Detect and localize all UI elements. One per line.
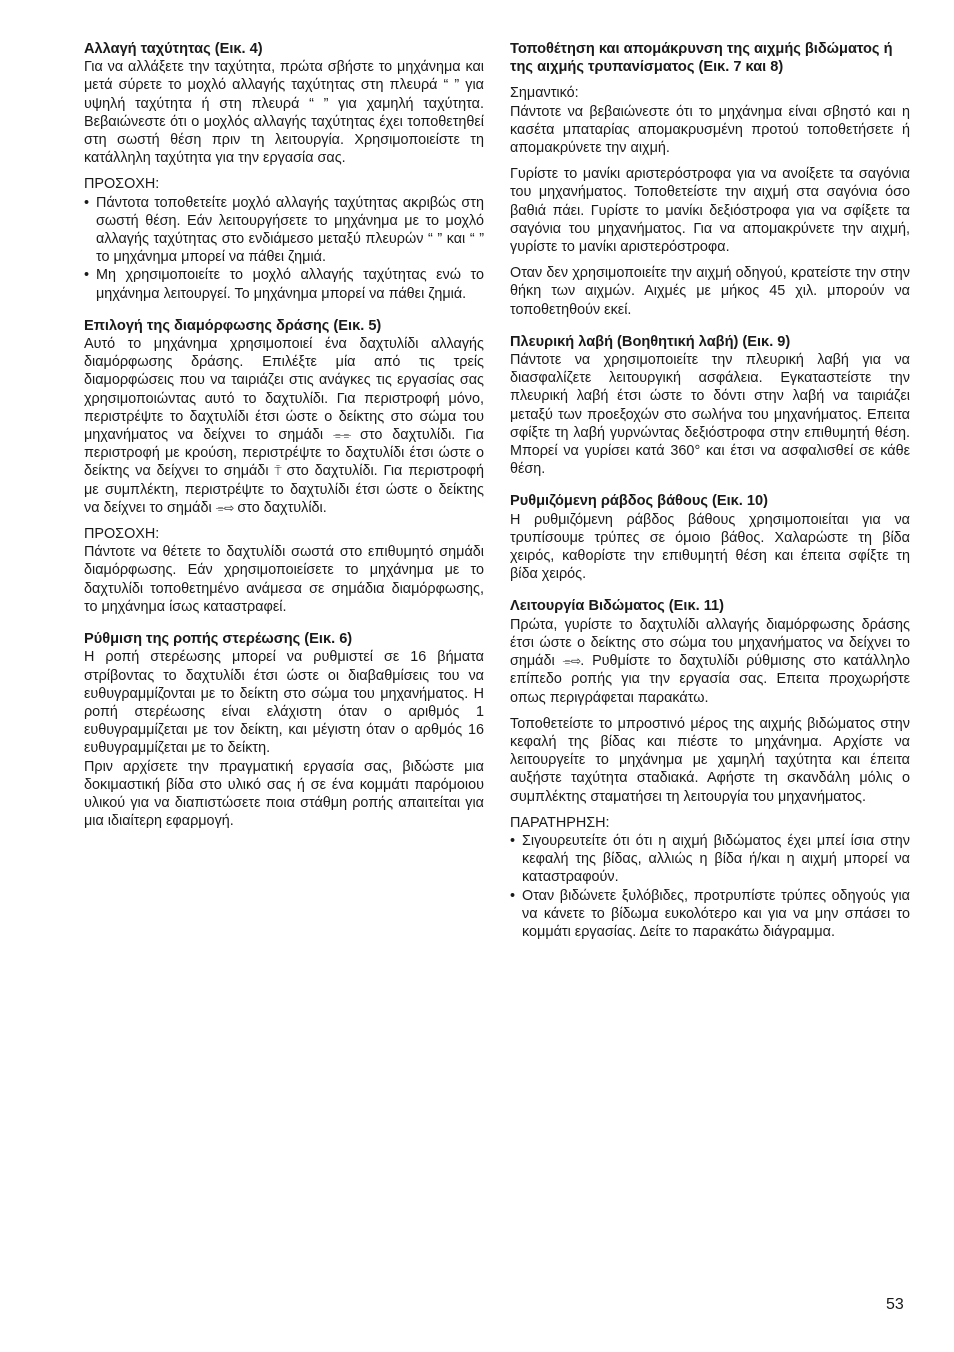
section-body [510,616,910,707]
section-torque [84,630,484,830]
section-body: Πριν αρχίσετε την πραγματική εργασία σας, βιδώστε μια δοκιμαστική βίδα στο υλικό σας ή σε ένα κομμάτι παρόμοιου υλικού για να διαπιστώσετε ποια στάθμη ροπής απαιτείται για μια ιδιαίτερη εφαρμογή. [84,758,484,830]
body-text: στο δαχτυλίδι. Για περιστροφή με κρούση, περιστρέψτε το δαχτυλίδι έτσι ώστε ο δείκτης να δείχνει το σημάδι [84,427,484,480]
section-body: Για να αλλάξετε την ταχύτητα, πρώτα σβήστε το μηχάνημα και μετά σύρετε το μοχλό αλλαγής ταχύτητας στη πλευρά “ ” για υψηλή ταχύτητα ή στη πλευρά “ ” για χαμηλή ταχύτητα. Βεβαιώνεστε ότι ο μοχλός αλλαγής ταχύτητας έχει τοποθετηθεί στη σωστή θέση πριν τη λειτουργία. Χρησιμοποιείστε τη κατάλληλη ταχύτητα για την εργασία σας. [84,59,484,167]
note-list [510,832,910,941]
body-text: Πρώτα, γυρίστε το δαχτυλίδι αλλαγής διαμόρφωσης δράσης έτσι ώστε ο δείκτης στο σώμα του μηχανήματος να δείχνει το σημάδι [510,616,910,670]
section-body: Γυρίστε το μανίκι αριστερόστροφα για να ανοίξετε τα σαγόνια του μηχανήματος. Τοποθετείστε την αιχμή στα σαγόνια όσο βαθιά πάει. Γυρίστε το μανίκι δεξιόστροφα για να σφίξετε τα σαγόνια του μηχανήματος. Για να απομακρύνετε την αιχμή, γυρίστε το μανίκι αριστερόστροφα. [510,166,910,256]
section-body: Πάντοτε να χρησιμοποιείτε την πλευρική λαβή για να διασφαλίζετε λειτουργική ασφάλεια. Εγκαταστείστε την πλευρική λαβή έτσι ώστε το δόντι στην λαβή να ταιριάζει μεταξύ των προεξοχών στο σωλήνα του μηχανήματος. Επειτα σφίξτε τη λαβή γυρνώντας δεξιόστροφα στην επιθυμητή θέση. Μπορεί να γυρίσει κατά 360° και έτσι να ασφαλισθεί σε κάθε θέση. [510,352,910,478]
clutch-icon: ⌯⇨ [215,500,234,515]
section-title: Ρύθμιση της ροπής στερέωσης (Εικ. 6) [84,631,353,648]
rotation-only-icon: ⌯⌯ [332,428,351,443]
body-text: στο δαχτυλίδι. [237,499,327,516]
list-item: • Μη χρησιμοποιείτε το μοχλό αλλαγής ταχύτητας ενώ το μηχάνημα λειτουργεί. Το μηχάνημα μπορεί να πάθει ζημιά. [84,266,484,302]
section-title: Λειτουργία Βιδώματος (Εικ. 11) [510,598,724,615]
caution-text: Πάντοτε να θέτετε το δαχτυλίδι σωστά στο επιθυμητό σημάδι διαμόρφωσης. Εάν χρησιμοποιείσετε το μηχάνημα με το δαχτυλίδι τοποθετημένο ανάμεσα σε σημάδια διαμόρφωσης, το μηχάνημα ίσως καταστραφεί. [84,544,484,615]
section-title: Πλευρική λαβή (Βοηθητική λαβή) (Εικ. 9) [510,333,791,350]
caution-label: ΠΡΟΣΟΧΗ: [84,176,160,193]
section-bit-install [510,40,910,319]
caution-list [84,194,484,303]
section-body: Οταν δεν χρησιμοποιείτε την αιχμή οδηγού, κρατείστε την στην θήκη των αιχμών. Αιχμές με μήκος 45 χιλ. μπορούν να τοποθετηθούν εκεί. [510,265,910,318]
body-text: στο δαχτυλίδι. Για περιστροφή με συμπλέκτη, περιστρέψτε το δαχτυλίδι έτσι ώστε ο δείκτης να δείχνει το σημάδι [84,463,485,516]
caution-label: ΠΡΟΣΟΧΗ: [84,526,160,543]
right-column [510,40,910,955]
body-text: . Ρυθμίστε το δαχτυλίδι ρύθμισης στο κατάλληλο επίπεδο ροπής για την εργασία σας. Επειτα προχωρήστε οπως περιγράφεται παρακάτω. [510,653,911,706]
section-action-mode [84,317,484,616]
section-body: Πάντοτε να βεβαιώνεστε ότι το μηχάνημα είναι σβηστό και η κασέτα μπαταρίας απομακρυσμένη προτού τοποθετήσετε ή απομακρύνετε την αιχμή. [510,103,910,157]
section-body: Τοποθετείστε το μπροστινό μέρος της αιχμής βιδώματος στην κεφαλή της βίδας και πιέστε το μηχάνημα. Αρχίστε να λειτουργείτε το μηχάνημα με χαμηλή ταχύτητα και έπειτα αυξήστε ταχύτητα σταδιακά. Αφήστε τη σκανδάλη μόλις ο συμπλέκτης σταματήσει τη λειτουργία του μηχανήματος. [510,715,910,805]
body-text: Αυτό το μηχάνημα χρησιμοποιεί ένα δαχτυλίδι αλλαγής διαμόρφωσης δράσης. Επιλέξτε μία από τις τρείς διαμορφώσεις που να ταιριάζει στις ανάγκες τις εργασίας σας χρησιμοποιώντας αυτό το δαχτυλίδι. Για περιστροφή μόνο, περιστρέψτε το δαχτυλίδι έτσι ώστε ο δείκτης στο σώμα του μηχανήματος να δείχνει το σημάδι [84,336,484,444]
clutch-icon: ⌯⇨ [562,654,581,669]
section-screwdriving [510,597,910,941]
important-label: Σημαντικό: [510,85,579,102]
section-speed-change [84,40,484,303]
list-item: • Πάντοτα τοποθετείτε μοχλό αλλαγής ταχύτητας ακριβώς στη σωστή θέση. Εάν λειτουργήσετε το μηχάνημα με το μοχλό αλλαγής ταχύτητας στο ενδιάμεσο μεταξύ πλευρών “ ” και “ ” το μηχάνημα μπορεί να πάθει ζημιά. [84,194,484,267]
section-depth-rod [510,492,910,583]
section-title: Ρυθμιζόμενη ράβδος βάθους (Εικ. 10) [510,493,768,510]
section-title: Τοποθέτηση και απομάκρυνση της αιχμής βιδώματος ή της αιχμής τρυπανίσματος (Εικ. 7 και 8) [510,41,893,76]
section-body: Η ρυθμιζόμενη ράβδος βάθους χρησιμοποιείται για να τρυπίσουμε τρύπες σε όμοιο βάθος. Χαλαρώστε τη βίδα χειρός, καθορίστε την επιθυμητή θέση και έπειτα σφίξτε τη βίδα χειρός. [510,511,910,583]
list-item: • Οταν βιδώνετε ξυλόβιδες, προτρυπίστε τρύπες οδηγούς για να κάνετε το βίδωμα ευκολότερο και για να μην σπάσει το κομμάτι εργασίας. Δείτε το παρακάτω διάγραμμα. [510,887,910,942]
left-column [84,40,484,844]
section-body: Η ροπή στερέωσης μπορεί να ρυθμιστεί σε 16 βήματα στρίβοντας το δαχτυλίδι έτσι ώστε οι διαβαθμίσεις του να ευθυγραμμίζονται με το δείκτη στο σώμα του μηχανήματος. Η ροπή στερέωσης είναι ελάχιστη όταν ο αριθμός 1 ευθυγραμμίζεται με τον δείκτη, και μέγιστη όταν ο αρθμός 16 ευθυγραμμίζεται με το δείκτη. [84,649,484,757]
section-title: Αλλαγή ταχύτητας (Εικ. 4) [84,41,263,57]
section-body [84,335,484,517]
note-label: ΠΑΡΑΤΗΡΗΣΗ: [510,814,610,831]
list-item: • Σιγουρευτείτε ότι ότι η αιχμή βιδώματος έχει μπεί ίσια στην κεφαλή της βίδας, αλλιώς η βίδα ή/και η αιχμή μπορεί να καταστραφούν. [510,832,910,887]
section-side-grip [510,333,910,479]
section-title: Επιλογή της διαμόρφωσης δράσης (Εικ. 5) [84,317,382,334]
hammer-icon: ⍑ [274,464,281,479]
page-number: 53 [886,1296,904,1313]
